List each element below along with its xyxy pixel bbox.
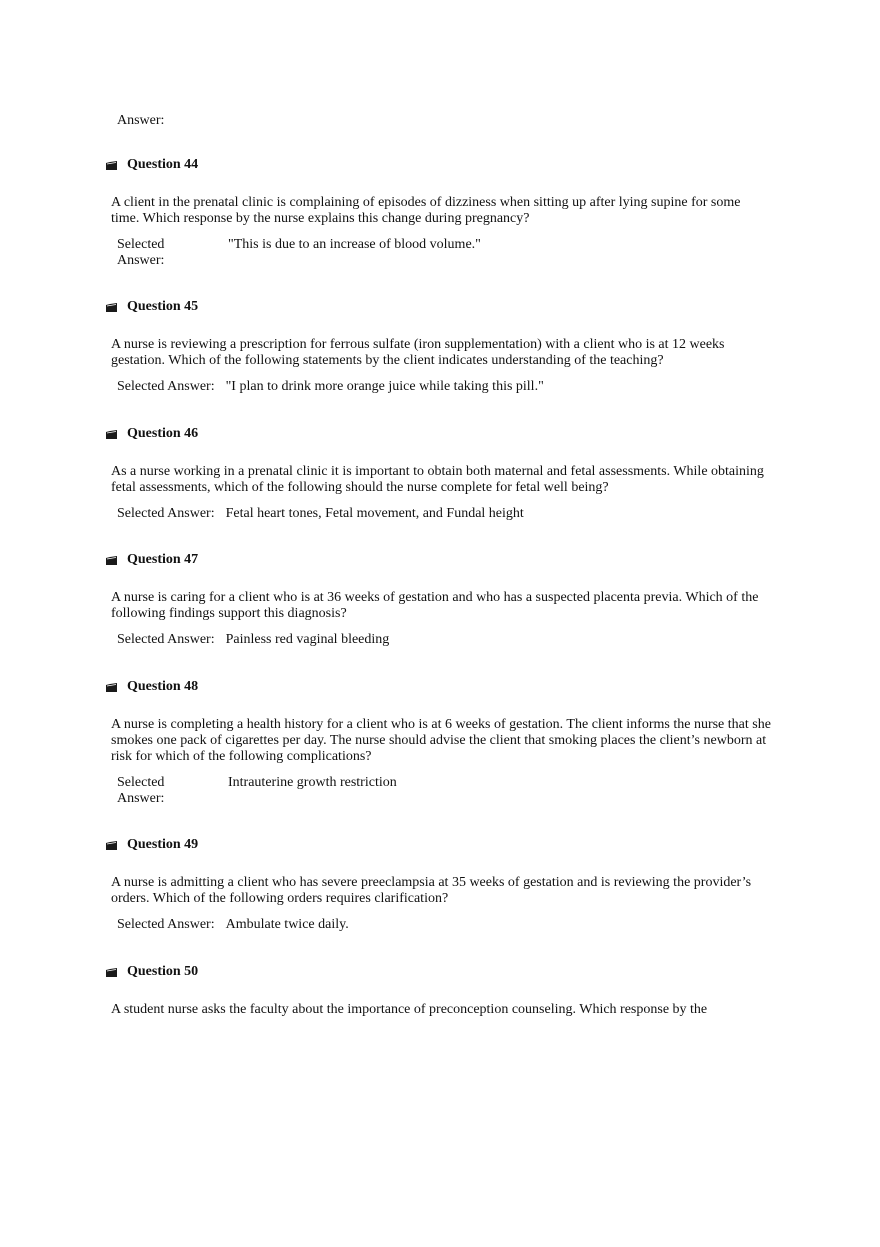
- selected-answer-value: Ambulate twice daily.: [225, 917, 349, 932]
- question-block-49: [104, 836, 774, 933]
- question-text: A nurse is caring for a client who is at 36 weeks of gestation and who has a suspected placenta previa. Which of the following findings support this diagnosis?: [111, 590, 759, 621]
- selected-answer-label: Selected Answer:: [117, 506, 215, 521]
- question-header: [104, 551, 774, 569]
- question-header: [104, 156, 774, 174]
- selected-answer-value: Intrauterine growth restriction: [228, 775, 397, 790]
- selected-answer-row: [117, 775, 774, 807]
- question-text: A client in the prenatal clinic is complaining of episodes of dizziness when sitting up after lying supine for some time. Which response by the nurse explains this change during pregnancy?: [111, 195, 741, 226]
- selected-answer-value: "I plan to drink more orange juice while taking this pill.": [225, 379, 544, 394]
- question-block-47: [104, 551, 774, 648]
- question-title: Question 49: [127, 837, 199, 852]
- question-block-44: [104, 156, 774, 269]
- question-header: [104, 678, 774, 696]
- question-header: [104, 298, 774, 316]
- question-title: Question 48: [127, 679, 199, 694]
- selected-answer-value: "This is due to an increase of blood volume.": [228, 237, 481, 252]
- previous-answer-label: Answer:: [117, 113, 165, 128]
- question-block-48: [104, 678, 774, 807]
- selected-answer-value: Painless red vaginal bleeding: [225, 632, 390, 647]
- selected-answer-label: Selected Answer:: [117, 632, 215, 647]
- question-status-icon: [106, 556, 117, 565]
- question-text: A nurse is completing a health history for a client who is at 6 weeks of gestation. The client informs the nurse that she smokes one pack of cigarettes per day. The nurse should advise the client that smoking places the client’s newborn at risk for which of the following complications?: [111, 717, 771, 764]
- selected-answer-label: Selected Answer:: [117, 775, 165, 806]
- question-status-icon: [106, 841, 117, 850]
- selected-answer-value: Fetal heart tones, Fetal movement, and Fundal height: [225, 506, 524, 521]
- selected-answer-label: Selected Answer:: [117, 237, 165, 268]
- selected-answer-row: [117, 379, 774, 395]
- question-status-icon: [106, 683, 117, 692]
- question-status-icon: [106, 303, 117, 312]
- question-text: As a nurse working in a prenatal clinic it is important to obtain both maternal and fetal assessments. While obtaining fetal assessments, which of the following should the nurse complete for fetal well being?: [111, 464, 764, 495]
- selected-answer-row: [117, 632, 774, 648]
- question-title: Question 45: [127, 299, 199, 314]
- question-title: Question 44: [127, 157, 199, 172]
- question-title: Question 47: [127, 552, 199, 567]
- question-text: A student nurse asks the faculty about the importance of preconception counseling. Which response by the: [111, 1002, 708, 1017]
- selected-answer-row: [117, 506, 774, 522]
- question-title: Question 50: [127, 964, 199, 979]
- selected-answer-row: [117, 237, 774, 269]
- question-title: Question 46: [127, 426, 199, 441]
- question-header: [104, 836, 774, 854]
- question-status-icon: [106, 968, 117, 977]
- question-status-icon: [106, 161, 117, 170]
- selected-answer-label: Selected Answer:: [117, 917, 215, 932]
- question-block-50: [104, 963, 774, 1018]
- question-text: A nurse is admitting a client who has severe preeclampsia at 35 weeks of gestation and is reviewing the provider’s orders. Which of the following orders requires clarification?: [111, 875, 752, 906]
- question-header: [104, 963, 774, 981]
- question-status-icon: [106, 430, 117, 439]
- question-text: A nurse is reviewing a prescription for ferrous sulfate (iron supplementation) with a client who is at 12 weeks gestation. Which of the following statements by the client indicates understanding of the teaching?: [111, 337, 725, 368]
- question-block-45: [104, 298, 774, 395]
- selected-answer-row: [117, 917, 774, 933]
- question-block-46: [104, 425, 774, 522]
- question-header: [104, 425, 774, 443]
- selected-answer-label: Selected Answer:: [117, 379, 215, 394]
